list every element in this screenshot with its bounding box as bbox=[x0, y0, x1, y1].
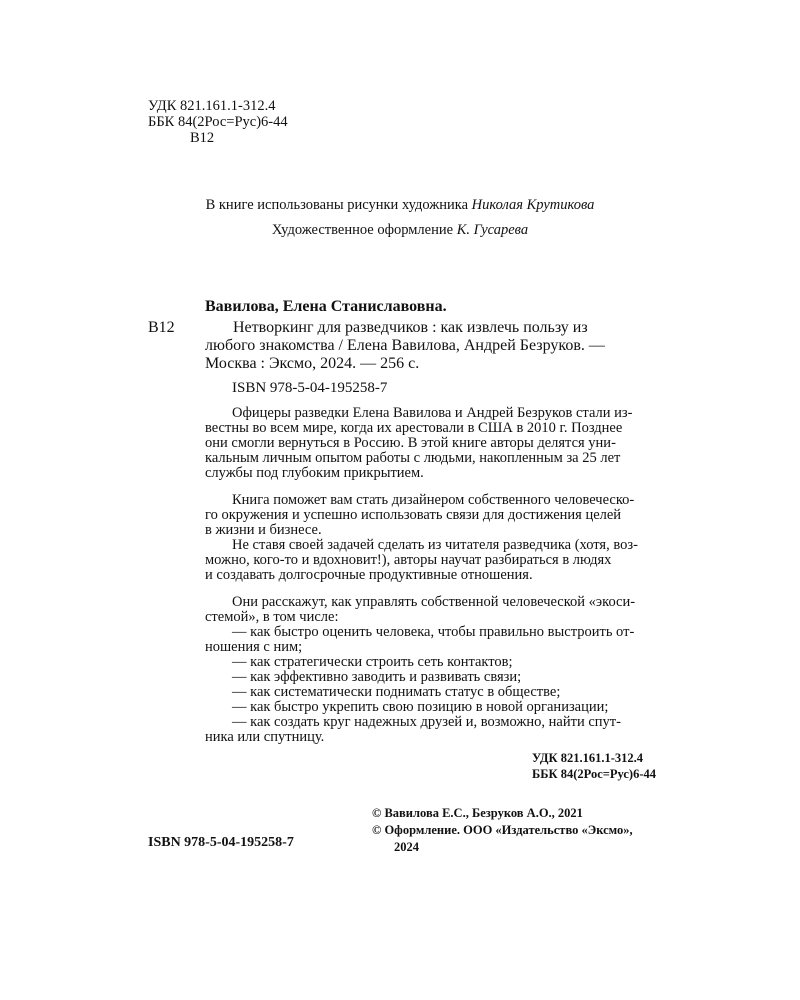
annotation-line: го окружения и успешно использовать связи для достижения целей bbox=[205, 507, 622, 523]
list-item: — как создать круг надежных друзей и, возможно, найти спут- bbox=[232, 714, 621, 730]
bbk-code: ББК 84(2Рос=Рус)6-44 bbox=[148, 114, 288, 130]
annotation-line: вестны во всем мире, когда их арестовали в США в 2010 г. Позднее bbox=[205, 420, 623, 436]
annotation-line: кальным личным опытом работы с людьми, накопленным за 25 лет bbox=[205, 450, 621, 466]
list-item: — как систематически поднимать статус в обществе; bbox=[232, 684, 561, 700]
design-credit bbox=[0, 222, 800, 239]
annotation-line: Они расскажут, как управлять собственной человеческой «экоси- bbox=[232, 594, 636, 610]
illustrations-prefix: В книге использованы рисунки художника bbox=[205, 197, 469, 213]
copyright-authors: © Вавилова Е.С., Безруков А.О., 2021 bbox=[372, 806, 583, 820]
annotation-line: стемой», в том числе: bbox=[205, 609, 339, 625]
illustrations-credit bbox=[0, 197, 800, 214]
annotation-line: службы под глубоким прикрытием. bbox=[205, 465, 424, 481]
designer-name: К. Гусарева bbox=[456, 222, 529, 238]
footer-bbk-code: ББК 84(2Рос=Рус)6-44 bbox=[532, 767, 656, 781]
design-prefix: Художественное оформление bbox=[271, 222, 454, 238]
annotation-line: и создавать долгосрочные продуктивные отношения. bbox=[205, 567, 533, 583]
footer-isbn: ISBN 978-5-04-195258-7 bbox=[148, 835, 294, 850]
bibliographic-line: Нетворкинг для разведчиков : как извлечь пользу из bbox=[233, 319, 588, 336]
author-mark: В12 bbox=[190, 130, 215, 146]
footer-udk-code: УДК 821.161.1-312.4 bbox=[532, 751, 643, 765]
copyright-year: 2024 bbox=[394, 840, 419, 854]
annotation-line: Книга поможет вам стать дизайнером собственного человеческо- bbox=[232, 492, 635, 508]
list-item: — как быстро укрепить свою позицию в новой организации; bbox=[232, 699, 609, 715]
bibliographic-line: Москва : Эксмо, 2024. — 256 с. bbox=[205, 355, 420, 372]
list-item-continuation: ника или спутницу. bbox=[205, 729, 325, 745]
catalog-index-mark: В12 bbox=[148, 319, 175, 336]
annotation-line: Офицеры разведки Елена Вавилова и Андрей Безруков стали из- bbox=[232, 405, 633, 421]
annotation-line: Не ставя своей задачей сделать из читателя разведчика (хотя, воз- bbox=[232, 537, 638, 553]
annotation-line: в жизни и бизнесе. bbox=[205, 522, 322, 538]
list-item: — как быстро оценить человека, чтобы правильно выстроить от- bbox=[232, 624, 635, 640]
list-item-continuation: ношения с ним; bbox=[205, 639, 303, 655]
udk-code: УДК 821.161.1-312.4 bbox=[148, 98, 276, 114]
catalog-author: Вавилова, Елена Станиславовна. bbox=[205, 298, 447, 315]
annotation-line: можно, кого-то и вдохновит!), авторы научат разбираться в людях bbox=[205, 552, 612, 568]
list-item: — как стратегически строить сеть контактов; bbox=[232, 654, 513, 670]
illustrator-name: Николая Крутикова bbox=[471, 197, 595, 213]
annotation-line: они смогли вернуться в Россию. В этой книге авторы делятся уни- bbox=[205, 435, 616, 451]
copyright-design: © Оформление. ООО «Издательство «Эксмо», bbox=[372, 823, 633, 837]
bibliographic-line: любого знакомства / Елена Вавилова, Андрей Безруков. — bbox=[205, 337, 605, 354]
list-item: — как эффективно заводить и развивать связи; bbox=[232, 669, 522, 685]
catalog-isbn: ISBN 978-5-04-195258-7 bbox=[232, 380, 388, 396]
